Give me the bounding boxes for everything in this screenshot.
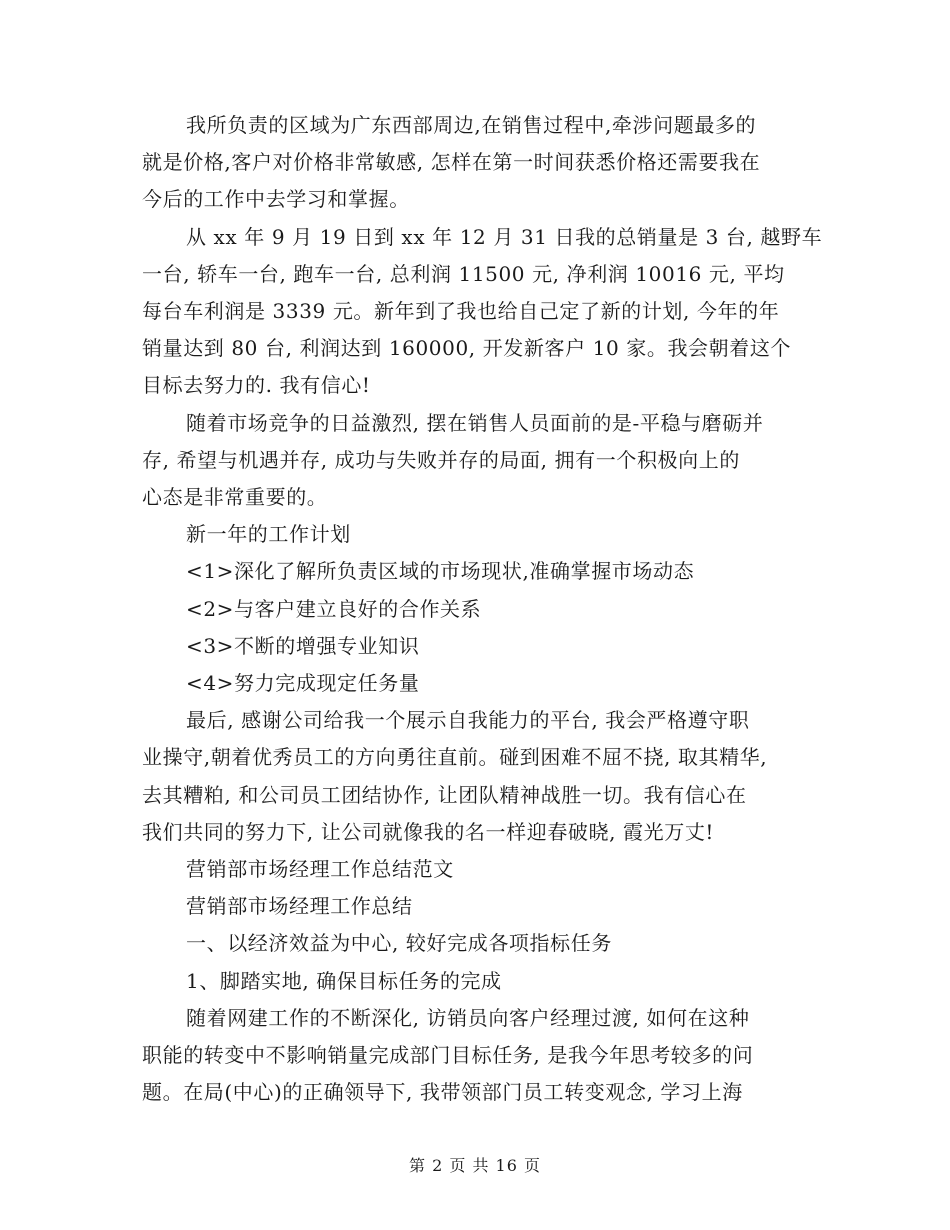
section-heading bbox=[142, 516, 822, 553]
plan-item bbox=[142, 553, 822, 590]
text-line: 最后, 感谢公司给我一个展示自我能力的平台, 我会严格遵守职 bbox=[186, 708, 750, 733]
text-line: 今后的工作中去学习和掌握。 bbox=[142, 187, 410, 212]
text-line: <4>努力完成现定任务量 bbox=[186, 671, 420, 696]
text-line: 我们共同的努力下, 让公司就像我的名一样迎春破晓, 霞光万丈! bbox=[142, 819, 715, 844]
text-line: 我所负责的区域为广东西部周边,在销售过程中,牵涉问题最多的 bbox=[186, 113, 757, 137]
paragraph bbox=[142, 107, 822, 219]
text-line: 随着市场竞争的日益激烈, 摆在销售人员面前的是-平稳与磨砺并 bbox=[186, 410, 764, 435]
text-line: 题。在局(中心)的正确领导下, 我带领部门员工转变观念, 学习上海 bbox=[142, 1080, 743, 1105]
page-number: 第 2 页 共 16 页 bbox=[409, 1156, 541, 1175]
text-line: 目标去努力的. 我有信心! bbox=[142, 373, 371, 398]
plan-item bbox=[142, 665, 822, 702]
text-line: 一、以经济效益为中心, 较好完成各项指标任务 bbox=[186, 931, 612, 956]
paragraph bbox=[142, 1000, 822, 1112]
text-line: <1>深化了解所负责区域的市场现状,准确掌握市场动态 bbox=[186, 559, 695, 584]
section-heading bbox=[142, 888, 822, 925]
section-heading bbox=[142, 963, 822, 1000]
text-line: 心态是非常重要的。 bbox=[142, 485, 328, 510]
plan-item bbox=[142, 628, 822, 665]
paragraph bbox=[142, 405, 822, 517]
text-line: 职能的转变中不影响销量完成部门目标任务, 是我今年思考较多的问 bbox=[142, 1043, 754, 1068]
text-line: 每台车利润是 3339 元。新年到了我也给自己定了新的计划, 今年的年 bbox=[142, 299, 780, 324]
text-line: 营销部市场经理工作总结范文 bbox=[186, 857, 454, 882]
text-line: 随着网建工作的不断深化, 访销员向客户经理过渡, 如何在这种 bbox=[186, 1005, 750, 1030]
section-heading bbox=[142, 925, 822, 962]
text-line: 1、脚踏实地, 确保目标任务的完成 bbox=[186, 968, 502, 993]
text-line: 销量达到 80 台, 利润达到 160000, 开发新客户 10 家。我会朝着这个 bbox=[142, 336, 792, 361]
text-line: 业操守,朝着优秀员工的方向勇往直前。碰到困难不屈不挠, 取其精华, bbox=[142, 745, 768, 770]
text-line: 存, 希望与机遇并存, 成功与失败并存的局面, 拥有一个积极向上的 bbox=[142, 447, 740, 472]
text-line: 去其糟粕, 和公司员工团结协作, 让团队精神战胜一切。我有信心在 bbox=[142, 782, 747, 807]
document-body bbox=[142, 107, 822, 1111]
section-heading bbox=[142, 851, 822, 888]
text-line: 就是价格,客户对价格非常敏感, 怎样在第一时间获悉价格还需要我在 bbox=[142, 150, 761, 175]
text-line: 一台, 轿车一台, 跑车一台, 总利润 11500 元, 净利润 10016 元, 平均 bbox=[142, 261, 785, 286]
text-line: <3>不断的增强专业知识 bbox=[186, 633, 420, 658]
text-line: 营销部市场经理工作总结 bbox=[186, 894, 413, 919]
plan-item bbox=[142, 591, 822, 628]
text-line: 从 xx 年 9 月 19 日到 xx 年 12 月 31 日我的总销量是 3 台, 越野车 bbox=[186, 224, 823, 249]
paragraph bbox=[142, 702, 822, 851]
paragraph bbox=[142, 219, 822, 405]
text-line: 新一年的工作计划 bbox=[186, 522, 351, 547]
text-line: <2>与客户建立良好的合作关系 bbox=[186, 596, 482, 621]
